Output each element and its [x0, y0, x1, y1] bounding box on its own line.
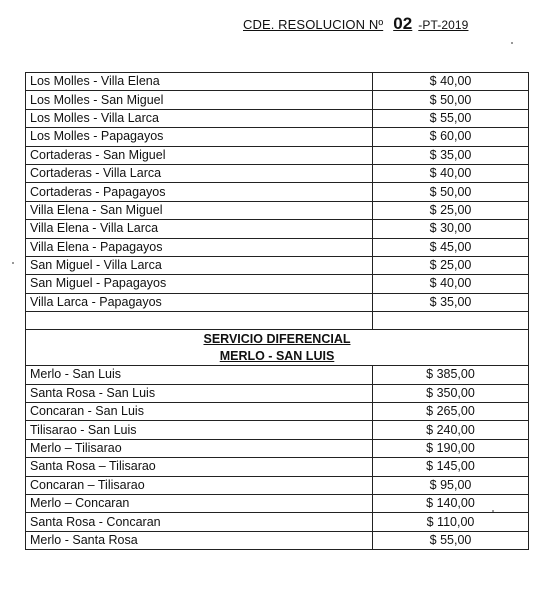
blank-row	[26, 312, 529, 330]
price-cell: $ 40,00	[373, 275, 529, 293]
empty-cell	[26, 312, 373, 330]
price-cell: $ 55,00	[373, 109, 529, 127]
price-cell: $ 40,00	[373, 73, 529, 91]
route-cell: Concaran – Tilisarao	[26, 476, 373, 494]
price-cell: $ 50,00	[373, 183, 529, 201]
table-row	[26, 128, 529, 146]
price-cell: $ 40,00	[373, 164, 529, 182]
scan-speck	[492, 510, 494, 512]
section-subtitle: MERLO - SAN LUIS	[26, 348, 529, 366]
resolution-header	[243, 14, 468, 34]
route-cell: Cortaderas - Papagayos	[26, 183, 373, 201]
table-row	[26, 458, 529, 476]
price-cell: $ 265,00	[373, 403, 529, 421]
route-cell: Merlo – Tilisarao	[26, 439, 373, 457]
price-cell: $ 25,00	[373, 201, 529, 219]
route-cell: Merlo - San Luis	[26, 366, 373, 384]
scan-speck	[12, 262, 14, 264]
table-row	[26, 384, 529, 402]
route-cell: Los Molles - San Miguel	[26, 91, 373, 109]
section-title-row	[26, 330, 529, 348]
price-cell: $ 55,00	[373, 531, 529, 549]
table-row	[26, 293, 529, 311]
fare-table	[25, 72, 529, 550]
table-row	[26, 513, 529, 531]
price-cell: $ 30,00	[373, 220, 529, 238]
price-cell: $ 60,00	[373, 128, 529, 146]
route-cell: Tilisarao - San Luis	[26, 421, 373, 439]
price-cell: $ 95,00	[373, 476, 529, 494]
route-cell: Los Molles - Papagayos	[26, 128, 373, 146]
table-row	[26, 476, 529, 494]
table-row	[26, 531, 529, 549]
resolution-number: 02	[393, 14, 413, 33]
price-cell: $ 50,00	[373, 91, 529, 109]
route-cell: Cortaderas - Villa Larca	[26, 164, 373, 182]
price-cell: $ 240,00	[373, 421, 529, 439]
resolution-suffix: -PT-2019	[418, 18, 469, 32]
section-title: SERVICIO DIFERENCIAL	[26, 330, 529, 348]
price-cell: $ 45,00	[373, 238, 529, 256]
route-cell: San Miguel - Villa Larca	[26, 256, 373, 274]
table-row	[26, 439, 529, 457]
price-cell: $ 25,00	[373, 256, 529, 274]
route-cell: Concaran - San Luis	[26, 403, 373, 421]
table-row	[26, 73, 529, 91]
route-cell: San Miguel - Papagayos	[26, 275, 373, 293]
fare-table-body	[26, 73, 529, 550]
scan-speck	[511, 42, 513, 44]
price-cell: $ 35,00	[373, 146, 529, 164]
table-row	[26, 366, 529, 384]
table-row	[26, 201, 529, 219]
route-cell: Villa Elena - Papagayos	[26, 238, 373, 256]
route-cell: Merlo - Santa Rosa	[26, 531, 373, 549]
route-cell: Los Molles - Villa Elena	[26, 73, 373, 91]
price-cell: $ 350,00	[373, 384, 529, 402]
table-row	[26, 164, 529, 182]
section-subtitle-row	[26, 348, 529, 366]
route-cell: Cortaderas - San Miguel	[26, 146, 373, 164]
table-row	[26, 220, 529, 238]
price-cell: $ 110,00	[373, 513, 529, 531]
resolution-prefix: CDE. RESOLUCION Nº	[243, 17, 384, 32]
price-cell: $ 385,00	[373, 366, 529, 384]
table-row	[26, 109, 529, 127]
table-row	[26, 183, 529, 201]
price-cell: $ 145,00	[373, 458, 529, 476]
table-row	[26, 275, 529, 293]
route-cell: Merlo – Concaran	[26, 494, 373, 512]
route-cell: Los Molles - Villa Larca	[26, 109, 373, 127]
price-cell: $ 140,00	[373, 494, 529, 512]
route-cell: Santa Rosa – Tilisarao	[26, 458, 373, 476]
table-row	[26, 403, 529, 421]
price-cell: $ 35,00	[373, 293, 529, 311]
table-row	[26, 421, 529, 439]
route-cell: Villa Larca - Papagayos	[26, 293, 373, 311]
table-row	[26, 91, 529, 109]
route-cell: Santa Rosa - Concaran	[26, 513, 373, 531]
route-cell: Villa Elena - San Miguel	[26, 201, 373, 219]
route-cell: Santa Rosa - San Luis	[26, 384, 373, 402]
price-cell: $ 190,00	[373, 439, 529, 457]
table-row	[26, 146, 529, 164]
route-cell: Villa Elena - Villa Larca	[26, 220, 373, 238]
table-row	[26, 256, 529, 274]
table-row	[26, 238, 529, 256]
empty-cell	[373, 312, 529, 330]
table-row	[26, 494, 529, 512]
